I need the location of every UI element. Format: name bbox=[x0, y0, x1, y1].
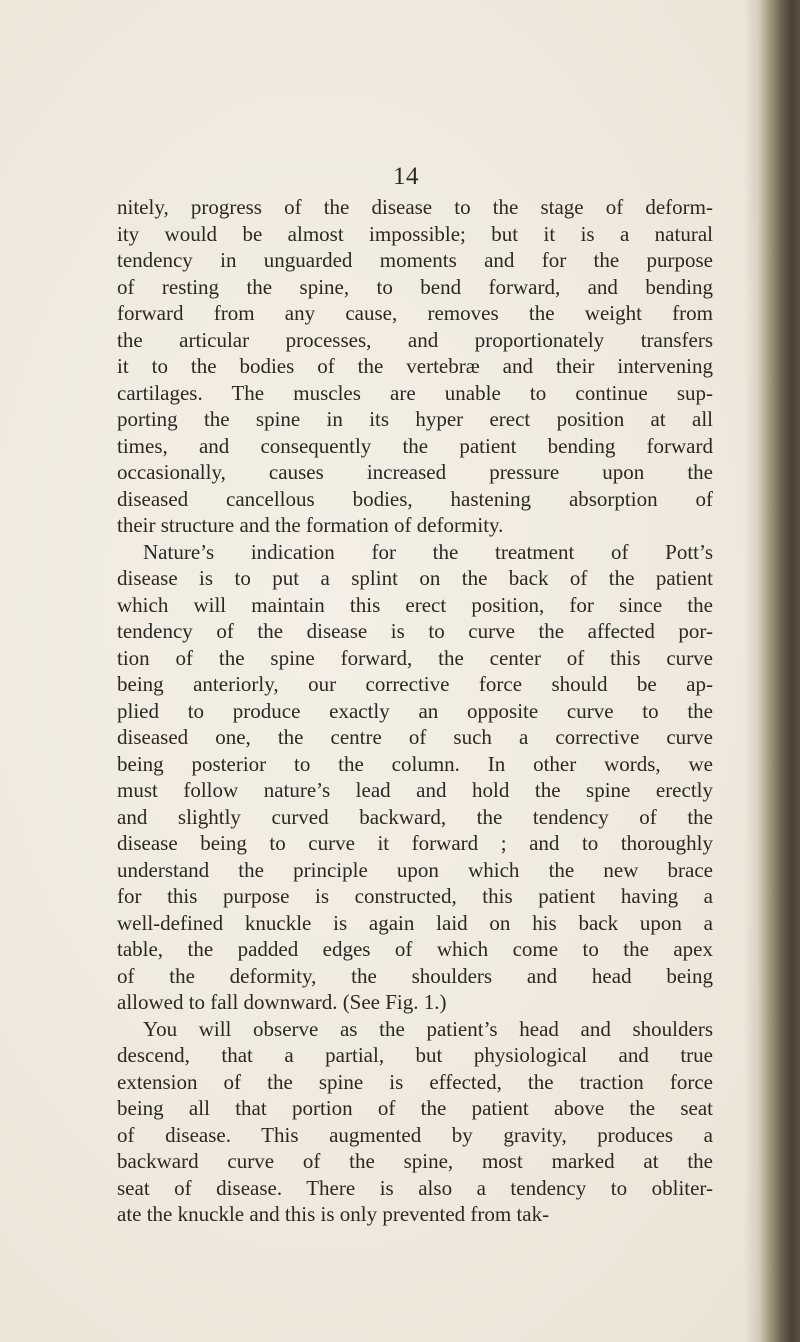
binding-shadow bbox=[744, 0, 758, 1342]
text-line: cartilages. The muscles are unable to continue sup- bbox=[117, 380, 713, 405]
text-line: tendency in unguarded moments and for the purpose bbox=[117, 248, 713, 272]
text-line: of the deformity, the shoulders and head being bbox=[117, 963, 713, 988]
text-line: extension of the spine is effected, the traction force bbox=[117, 1069, 713, 1094]
text-line: their structure and the formation of deformity. bbox=[117, 513, 504, 537]
text-line: and slightly curved backward, the tendency of the bbox=[117, 804, 713, 829]
text-line: must follow nature’s lead and hold the spine erectly bbox=[117, 778, 713, 802]
text-line: being all that portion of the patient above the seat bbox=[117, 1096, 713, 1120]
body-text bbox=[117, 194, 713, 1228]
text-line: for this purpose is constructed, this patient having a bbox=[117, 884, 713, 908]
text-line: understand the principle upon which the new brace bbox=[117, 857, 713, 882]
text-line: tendency of the disease is to curve the affected por- bbox=[117, 619, 713, 643]
text-line: of resting the spine, to bend forward, and bending bbox=[117, 274, 713, 299]
text-line: of disease. This augmented by gravity, produces a bbox=[117, 1122, 713, 1147]
text-line: ate the knuckle and this is only prevented from tak- bbox=[117, 1202, 550, 1226]
text-line: the articular processes, and proportionately transfers bbox=[117, 327, 713, 352]
page-number: 14 bbox=[393, 163, 419, 190]
text-line: being posterior to the column. In other words, we bbox=[117, 751, 713, 776]
text-line: seat of disease. There is also a tendency to obliter- bbox=[117, 1175, 713, 1200]
text-line: Nature’s indication for the treatment of Pott’s bbox=[143, 539, 713, 564]
text-line: tion of the spine forward, the center of this curve bbox=[117, 645, 713, 670]
text-line: diseased one, the centre of such a corrective curve bbox=[117, 725, 713, 749]
text-line: occasionally, causes increased pressure upon the bbox=[117, 460, 713, 484]
page-edge bbox=[758, 0, 800, 1342]
text-line: nitely, progress of the disease to the stage of deform- bbox=[117, 195, 713, 219]
text-line: descend, that a partial, but physiological and true bbox=[117, 1043, 713, 1067]
text-line: being anteriorly, our corrective force should be ap- bbox=[117, 672, 713, 696]
text-line: ity would be almost impossible; but it is a natural bbox=[117, 221, 713, 246]
text-line: diseased cancellous bodies, hastening absorption of bbox=[117, 486, 713, 511]
text-line: disease being to curve it forward ; and to thoroughly bbox=[117, 831, 713, 855]
text-line: it to the bodies of the vertebræ and their intervening bbox=[117, 354, 713, 378]
text-line: allowed to fall downward. (See Fig. 1.) bbox=[117, 990, 447, 1014]
text-line: backward curve of the spine, most marked at the bbox=[117, 1149, 713, 1173]
text-line: disease is to put a splint on the back of the patient bbox=[117, 566, 713, 590]
text-line: forward from any cause, removes the weight from bbox=[117, 301, 713, 325]
text-line: times, and consequently the patient bending forward bbox=[117, 433, 713, 458]
text-line: well-defined knuckle is again laid on his back upon a bbox=[117, 910, 713, 935]
text-line: which will maintain this erect position, for since the bbox=[117, 592, 713, 617]
text-line: table, the padded edges of which come to the apex bbox=[117, 937, 713, 961]
text-line: You will observe as the patient’s head and shoulders bbox=[143, 1016, 713, 1041]
text-line: porting the spine in its hyper erect position at all bbox=[117, 407, 713, 431]
text-line: plied to produce exactly an opposite curve to the bbox=[117, 698, 713, 723]
